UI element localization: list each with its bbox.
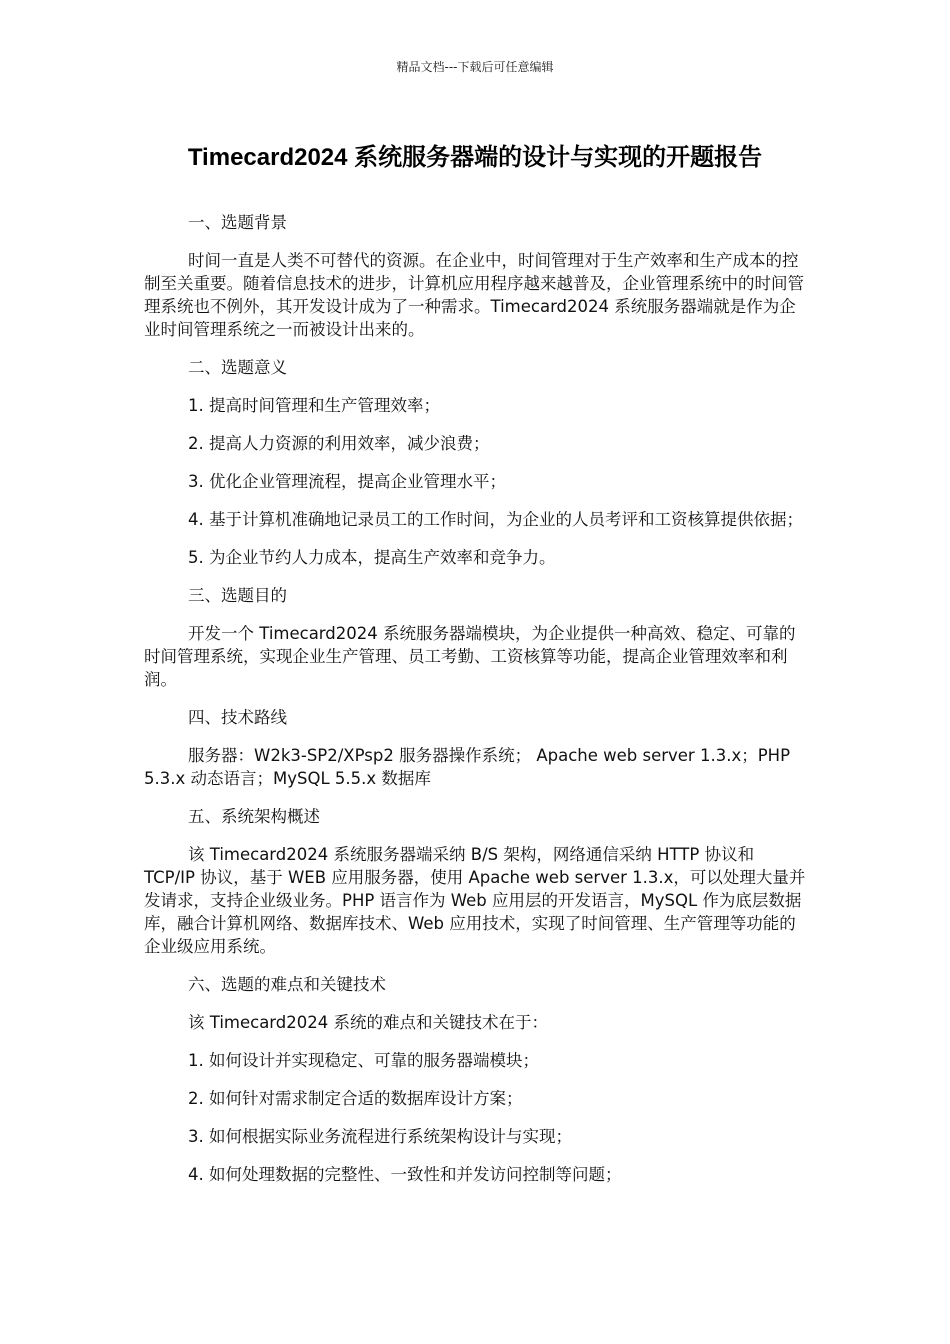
page-header: 精品文档---下载后可任意编辑	[396, 60, 554, 74]
paragraph-purpose: 开发一个 Timecard2024 系统服务器端模块，为企业提供一种高效、稳定、可靠的时间管理系统，实现企业生产管理、员工考勤、工资核算等功能，提高企业管理效率和利润。	[144, 624, 796, 689]
section-heading-background: 一、选题背景	[188, 213, 287, 232]
list-item: 2. 如何针对需求制定合适的数据库设计方案；	[188, 1089, 523, 1108]
section-heading-difficulties: 六、选题的难点和关键技术	[188, 975, 386, 994]
list-item: 5. 为企业节约人力成本，提高生产效率和竞争力。	[188, 548, 556, 567]
list-item: 4. 如何处理数据的完整性、一致性和并发访问控制等问题；	[188, 1165, 622, 1184]
paragraph-background: 时间一直是人类不可替代的资源。在企业中，时间管理对于生产效率和生产成本的控制至关重要。随着信息技术的进步，计算机应用程序越来越普及，企业管理系统中的时间管理系统也不例外，其开发设计成为了一种需求。Timecard2024 系统服务器端就是作为企业时间管理系统之一而被设计出来的。	[144, 251, 804, 339]
section-heading-tech-route: 四、技术路线	[188, 708, 287, 727]
list-item: 1. 提高时间管理和生产管理效率；	[188, 396, 440, 415]
list-item: 2. 提高人力资源的利用效率，减少浪费；	[188, 434, 490, 453]
document-title: Timecard2024 系统服务器端的设计与实现的开题报告	[187, 144, 763, 171]
paragraph-difficulties-intro: 该 Timecard2024 系统的难点和关键技术在于：	[188, 1013, 549, 1032]
list-item: 1. 如何设计并实现稳定、可靠的服务器端模块；	[188, 1051, 539, 1070]
list-item: 3. 如何根据实际业务流程进行系统架构设计与实现；	[188, 1127, 572, 1146]
list-item: 3. 优化企业管理流程，提高企业管理水平；	[188, 472, 506, 491]
document-body	[144, 211, 806, 1201]
paragraph-tech-route: 服务器：W2k3-SP2/XPsp2 服务器操作系统； Apache web server 1.3.x；PHP 5.3.x 动态语言；MySQL 5.5.x 数据库	[144, 746, 791, 788]
paragraph-architecture: 该 Timecard2024 系统服务器端采纳 B/S 架构，网络通信采纳 HTTP 协议和 TCP/IP 协议，基于 WEB 应用服务器，使用 Apache web server 1.3.x，可以处理大量并发请求，支持企业级业务。PHP 语言作为 Web 应用层的开发语言，MySQL 作为底层数据库，融合计算机网络、数据库技术、Web 应用技术，实现了时间管理、生产管理等功能的企业级应用系统。	[144, 845, 806, 956]
section-heading-significance: 二、选题意义	[188, 358, 287, 377]
list-item: 4. 基于计算机准确地记录员工的工作时间，为企业的人员考评和工资核算提供依据；	[188, 510, 803, 529]
section-heading-architecture: 五、系统架构概述	[188, 807, 320, 826]
section-heading-purpose: 三、选题目的	[188, 586, 287, 605]
